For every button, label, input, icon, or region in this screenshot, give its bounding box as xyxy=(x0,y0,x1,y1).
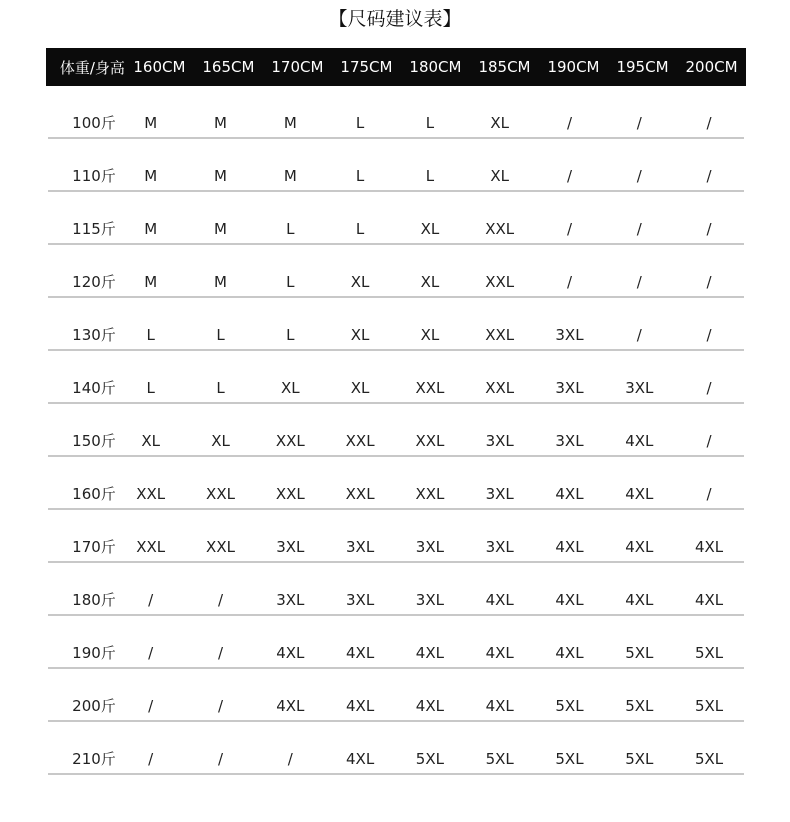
size-cell: M xyxy=(144,219,158,238)
header-height-cell: 200CM xyxy=(685,58,738,76)
size-cell: 4XL xyxy=(485,643,514,662)
size-cell: XXL xyxy=(206,484,235,503)
size-cell: / xyxy=(636,166,642,185)
size-cell: 4XL xyxy=(346,643,375,662)
size-cell: L xyxy=(355,113,365,132)
weight-cell: 110斤 xyxy=(72,167,116,185)
header-height-cell: 195CM xyxy=(616,58,669,76)
size-cell: M xyxy=(144,166,158,185)
size-cell: M xyxy=(283,113,297,132)
table-row xyxy=(48,722,744,775)
size-cell: 4XL xyxy=(625,431,654,450)
table-row xyxy=(48,351,744,404)
size-cell: 4XL xyxy=(555,484,584,503)
weight-cell: 100斤 xyxy=(72,114,116,132)
size-cell: XL xyxy=(350,378,370,397)
size-cell: M xyxy=(214,113,227,132)
header-height-cell: 175CM xyxy=(340,58,393,76)
table-header-row xyxy=(46,48,746,86)
size-cell: L xyxy=(216,325,225,344)
size-cell: / xyxy=(636,272,642,291)
size-cell: XXL xyxy=(206,537,235,556)
size-cell: L xyxy=(286,219,295,238)
size-cell: M xyxy=(214,219,227,238)
size-cell: / xyxy=(706,484,712,503)
size-cell: XXL xyxy=(345,431,375,450)
size-cell: L xyxy=(286,272,295,291)
weight-cell: 160斤 xyxy=(72,485,116,503)
size-cell: L xyxy=(286,325,295,344)
size-cell: / xyxy=(706,166,712,185)
weight-cell: 130斤 xyxy=(72,326,116,344)
size-cell: XXL xyxy=(485,325,515,344)
size-cell: XXL xyxy=(345,484,375,503)
size-cell: XXL xyxy=(275,431,305,450)
size-cell: / xyxy=(148,590,154,609)
size-cell: 5XL xyxy=(485,749,514,768)
table-row xyxy=(48,245,744,298)
size-cell: 3XL xyxy=(485,537,514,556)
corner-header-weight-height: 体重/身高 xyxy=(59,58,125,77)
header-height-cell: 165CM xyxy=(202,58,255,76)
size-cell: 4XL xyxy=(346,696,375,715)
size-cell: L xyxy=(425,113,435,132)
size-cell: / xyxy=(706,113,712,132)
size-cell: 5XL xyxy=(625,643,654,662)
size-cell: 5XL xyxy=(625,749,654,768)
header-height-cell: 160CM xyxy=(133,58,186,76)
size-cell: XL xyxy=(490,113,510,132)
size-cell: 3XL xyxy=(415,590,444,609)
size-cell: / xyxy=(217,643,224,662)
size-cell: / xyxy=(148,643,154,662)
size-cell: 4XL xyxy=(625,484,654,503)
size-cell: 4XL xyxy=(555,643,584,662)
size-cell: 3XL xyxy=(346,537,375,556)
size-cell: XL xyxy=(420,272,440,291)
header-height-cell: 170CM xyxy=(271,58,324,76)
size-cell: XXL xyxy=(485,219,515,238)
size-cell: 4XL xyxy=(346,749,375,768)
table-row xyxy=(48,669,744,722)
size-cell: 4XL xyxy=(625,537,654,556)
size-cell: L xyxy=(146,378,155,397)
size-cell: 3XL xyxy=(625,378,654,397)
size-cell: 4XL xyxy=(625,590,654,609)
size-cell: XXL xyxy=(415,378,445,397)
table-row xyxy=(48,510,744,563)
header-height-cell: 180CM xyxy=(409,58,462,76)
weight-cell: 140斤 xyxy=(72,379,116,397)
size-cell: / xyxy=(636,219,642,238)
size-cell: / xyxy=(566,272,573,291)
size-cell: 3XL xyxy=(485,484,514,503)
table-row xyxy=(48,404,744,457)
size-cell: XL xyxy=(420,325,440,344)
size-cell: L xyxy=(355,166,365,185)
size-cell: 4XL xyxy=(555,590,584,609)
size-cell: 4XL xyxy=(276,643,305,662)
header-height-cell: 185CM xyxy=(478,58,531,76)
size-cell: / xyxy=(566,219,573,238)
table-row xyxy=(48,139,744,192)
size-cell: / xyxy=(148,696,154,715)
weight-cell: 210斤 xyxy=(72,750,116,768)
size-cell: XL xyxy=(141,431,161,450)
size-cell: XXL xyxy=(415,431,445,450)
size-cell: 5XL xyxy=(415,749,444,768)
table-body xyxy=(46,86,746,775)
table-row xyxy=(48,457,744,510)
size-cell: / xyxy=(706,219,712,238)
size-cell: / xyxy=(706,431,712,450)
size-cell: 3XL xyxy=(555,378,584,397)
weight-cell: 170斤 xyxy=(72,538,116,556)
size-cell: 3XL xyxy=(276,537,305,556)
size-cell: 5XL xyxy=(694,749,724,768)
size-cell: / xyxy=(148,749,154,768)
size-cell: / xyxy=(636,325,642,344)
weight-cell: 190斤 xyxy=(72,644,116,662)
size-cell: 3XL xyxy=(555,325,584,344)
size-cell: 3XL xyxy=(555,431,584,450)
size-cell: 3XL xyxy=(415,537,444,556)
table-row xyxy=(48,298,744,351)
page-title: 【尺码建议表】 xyxy=(328,8,462,30)
size-cell: M xyxy=(283,166,297,185)
size-cell: 4XL xyxy=(694,537,724,556)
table-row xyxy=(48,86,744,139)
size-cell: XXL xyxy=(136,537,166,556)
table-row xyxy=(48,616,744,669)
size-cell: / xyxy=(706,272,712,291)
size-cell: L xyxy=(216,378,225,397)
size-cell: L xyxy=(355,219,365,238)
weight-cell: 115斤 xyxy=(72,220,116,238)
size-cell: XL xyxy=(211,431,230,450)
size-cell: XXL xyxy=(415,484,445,503)
size-cell: 5XL xyxy=(694,696,724,715)
weight-cell: 120斤 xyxy=(72,273,116,291)
size-cell: 4XL xyxy=(555,537,584,556)
size-cell: 4XL xyxy=(694,590,724,609)
weight-cell: 200斤 xyxy=(72,697,116,715)
size-cell: XXL xyxy=(485,272,515,291)
size-cell: / xyxy=(566,166,573,185)
header-height-cell: 190CM xyxy=(547,58,600,76)
size-cell: 4XL xyxy=(485,590,514,609)
size-cell: / xyxy=(287,749,293,768)
size-cell: XXL xyxy=(275,484,305,503)
size-cell: 5XL xyxy=(555,696,584,715)
size-cell: L xyxy=(146,325,155,344)
size-cell: M xyxy=(144,113,158,132)
size-cell: 3XL xyxy=(485,431,514,450)
size-cell: XL xyxy=(350,325,370,344)
size-cell: / xyxy=(706,378,712,397)
size-cell: XL xyxy=(420,219,440,238)
size-cell: 3XL xyxy=(346,590,375,609)
size-cell: XL xyxy=(350,272,370,291)
size-cell: / xyxy=(636,113,642,132)
size-cell: M xyxy=(144,272,158,291)
size-cell: / xyxy=(566,113,573,132)
size-cell: L xyxy=(425,166,435,185)
size-cell: 4XL xyxy=(415,696,444,715)
weight-cell: 150斤 xyxy=(72,432,116,450)
weight-cell: 180斤 xyxy=(72,591,116,609)
size-cell: XXL xyxy=(136,484,166,503)
size-cell: 4XL xyxy=(415,643,444,662)
size-cell: XL xyxy=(280,378,300,397)
size-cell: XXL xyxy=(485,378,515,397)
size-cell: 5XL xyxy=(555,749,584,768)
size-cell: M xyxy=(214,166,227,185)
size-cell: / xyxy=(217,696,224,715)
size-cell: 5XL xyxy=(625,696,654,715)
size-cell: 5XL xyxy=(694,643,724,662)
table-row xyxy=(48,192,744,245)
table-row xyxy=(48,563,744,616)
size-cell: 4XL xyxy=(485,696,514,715)
size-cell: XL xyxy=(490,166,510,185)
size-cell: / xyxy=(217,749,224,768)
size-chart-table xyxy=(46,48,746,768)
size-cell: / xyxy=(217,590,224,609)
size-cell: M xyxy=(214,272,227,291)
size-cell: 3XL xyxy=(276,590,305,609)
size-cell: / xyxy=(706,325,712,344)
size-cell: 4XL xyxy=(276,696,305,715)
